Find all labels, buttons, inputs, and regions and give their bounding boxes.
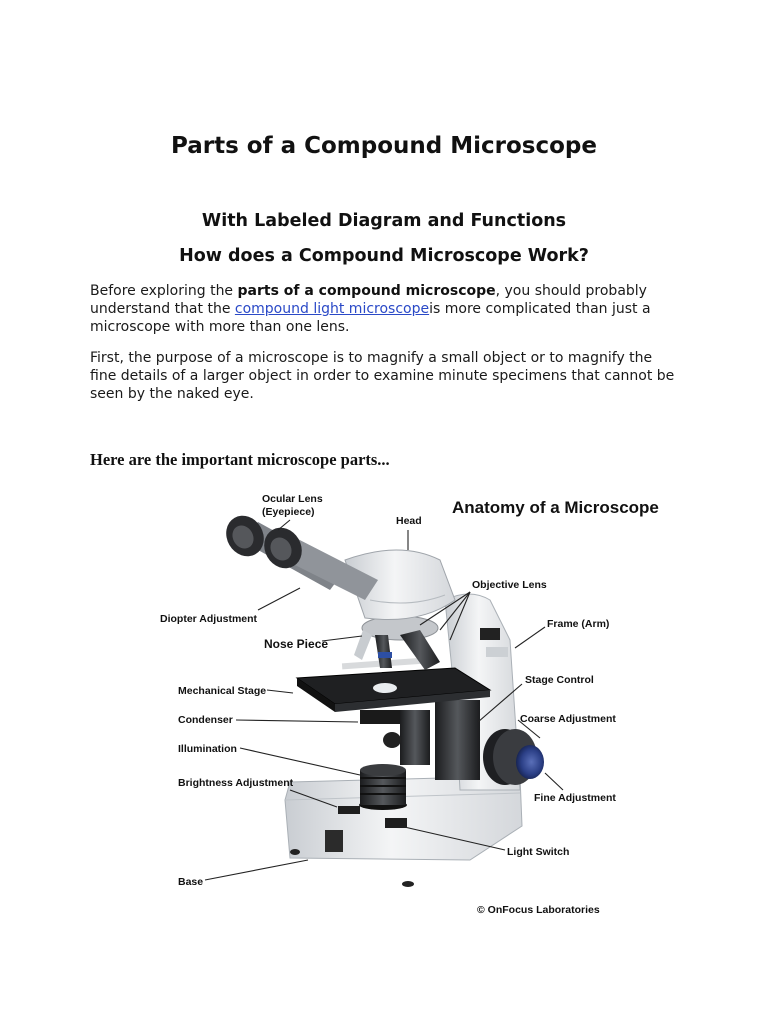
subtitle-how-it-works: How does a Compound Microscope Work?	[179, 246, 589, 266]
subtitle-labeled-diagram: With Labeled Diagram and Functions	[201, 211, 567, 231]
compound-light-microscope-link[interactable]: compound light microscope	[234, 301, 430, 317]
intro-text-1: Before exploring the	[90, 283, 238, 299]
microscope-diagram	[150, 480, 659, 920]
parts-heading: Here are the important microscope parts...	[90, 450, 390, 469]
anatomy-heading: Anatomy of a Microscope	[452, 498, 659, 517]
image-credit: © OnFocus Laboratories	[477, 904, 600, 916]
microscope-illustration	[150, 480, 659, 920]
label-frame-arm: Frame (Arm)	[547, 618, 610, 630]
label-mechanical-stage: Mechanical Stage	[178, 685, 267, 697]
page-title: Parts of a Compound Microscope	[170, 133, 597, 159]
label-diopter-adjustment: Diopter Adjustment	[160, 613, 258, 625]
label-condenser: Condenser	[178, 714, 233, 726]
label-fine-adjustment: Fine Adjustment	[534, 792, 616, 804]
intro-bold-phrase: parts of a compound microscope	[237, 283, 496, 299]
label-head: Head	[396, 515, 422, 527]
label-light-switch: Light Switch	[507, 846, 570, 858]
focus-block-shape	[435, 700, 480, 780]
label-eyepiece: (Eyepiece)	[262, 506, 315, 518]
eyepieces-shape	[219, 509, 378, 600]
intro-paragraph	[90, 282, 680, 336]
label-brightness-adjustment: Brightness Adjustment	[178, 777, 294, 789]
label-illumination: Illumination	[178, 743, 237, 755]
label-stage-control: Stage Control	[525, 674, 594, 686]
illuminator-shape	[359, 764, 407, 810]
label-base: Base	[178, 876, 204, 888]
focus-knob-shape	[483, 729, 544, 785]
label-coarse-adjustment: Coarse Adjustment	[520, 713, 616, 725]
label-nose-piece: Nose Piece	[264, 637, 329, 651]
intro-text-3: is more complicated than just a microscope with more than one lens.	[90, 301, 651, 335]
intro-text-2: , you should probably understand that the	[90, 283, 647, 317]
label-objective-lens: Objective Lens	[472, 579, 547, 591]
purpose-paragraph: First, the purpose of a microscope is to magnify a small object or to magnify the fine details of a larger object in order to examine minute specimens that cannot be seen by the naked eye.	[90, 350, 675, 402]
label-ocular-lens: Ocular Lens	[262, 493, 323, 505]
